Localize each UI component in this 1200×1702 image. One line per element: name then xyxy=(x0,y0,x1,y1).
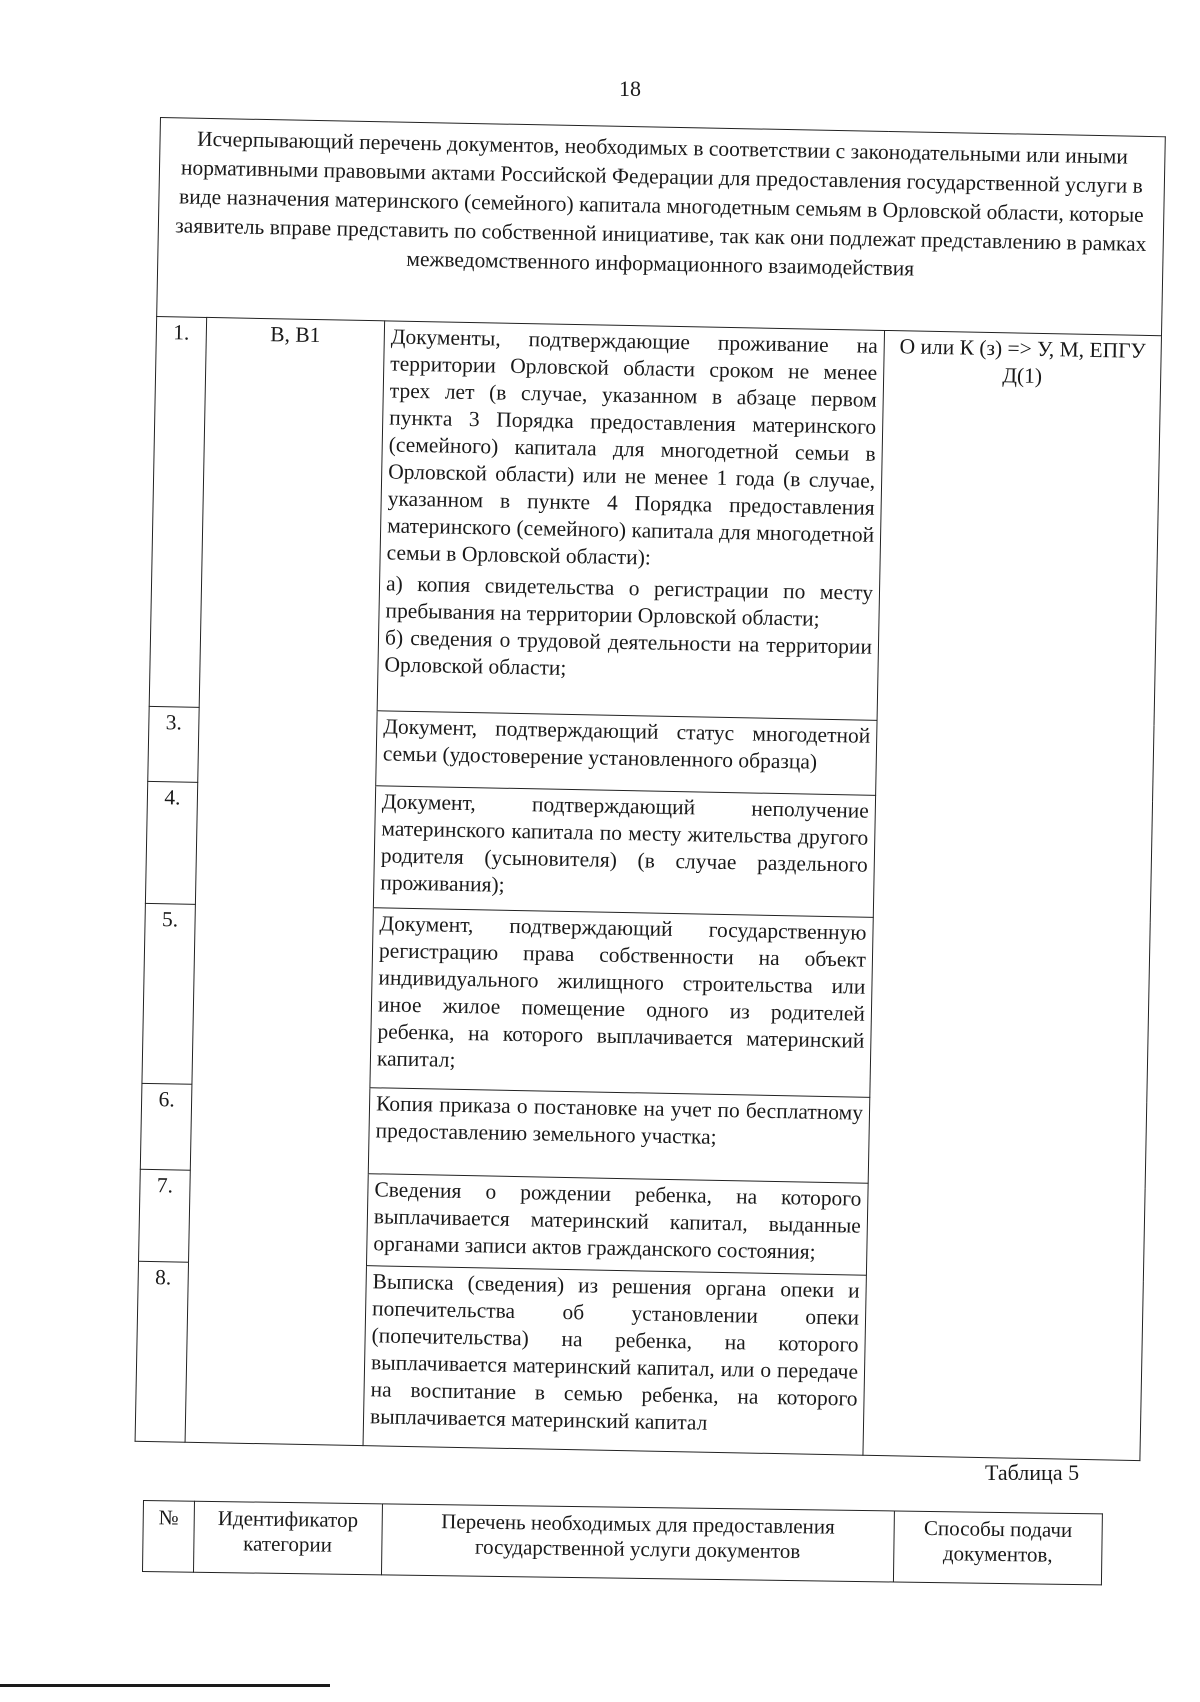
table-row xyxy=(142,903,1150,1102)
document-description: Выписка (сведения) из решения органа опеки и попечительства об установлении опеки (попечительства) на ребенка, на которого выплачивается материнский капитал, или о передаче на воспитание в семью ребенка, на которого выплачивается материнский капитал xyxy=(363,1266,866,1455)
document-description: Копия приказа о постановке на учет по бесплатному предоставлению земельного участка; xyxy=(368,1087,870,1183)
category-cell-empty xyxy=(189,1170,369,1266)
documents-table xyxy=(135,117,1166,1461)
page-number: 18 xyxy=(619,76,641,101)
row-number: 6. xyxy=(140,1083,192,1170)
column-header-documents: Перечень необходимых для предоставления государственной услуги документов xyxy=(381,1504,894,1582)
table-row xyxy=(135,1261,1143,1460)
category-cell-empty xyxy=(195,782,375,907)
table-header: Исчерпывающий перечень документов, необходимых в соответствии с законодательными или иными нормативными правовыми актами Российской Федерации для предоставления государственной услуги в виде назначения материнского (семейного) капитала многодетным семьям в Орловской области, которые заявитель вправе представить по собственной инициативе, так как они подлежат представлению в рамках межведомственного информационного взаимодействия xyxy=(157,118,1166,336)
submission-methods: О или К (з) => У, М, ЕПГУ Д(1) xyxy=(877,331,1161,726)
document-description: Документ, подтверждающий государственную регистрацию права собственности на объект индивидуального жилищного строительства или иное жилое помещение одного из родителей ребенка, на которого выплачивается материнский капитал; xyxy=(370,907,873,1096)
column-header-methods: Способы подачи документов, xyxy=(893,1511,1102,1585)
table-caption: Таблица 5 xyxy=(985,1460,1080,1485)
document-item: а) копия свидетельства о регистрации по месту пребывания на территории Орловской области; xyxy=(385,571,874,631)
category-cell-empty xyxy=(198,707,377,786)
document-description: Документ, подтверждающий статус многодетной семьи (удостоверение установленного образца) xyxy=(376,711,877,796)
category-cell-empty xyxy=(192,904,373,1087)
row-number: 1. xyxy=(149,317,206,708)
row-number: 3. xyxy=(148,706,199,782)
table-row xyxy=(145,782,1152,923)
row-number: 5. xyxy=(142,903,195,1084)
document-description: Документ, подтверждающий неполучение материнского капитала по месту жительства другого родителя (усыновителя) (в случае раздельного проживания); xyxy=(373,786,875,917)
column-header-category: Идентификатор категории xyxy=(193,1501,382,1575)
row-number: 4. xyxy=(145,782,197,905)
row-number: 8. xyxy=(135,1261,188,1442)
category-cell-empty xyxy=(190,1084,370,1174)
methods-cell-empty xyxy=(868,1097,1147,1188)
methods-cell-empty xyxy=(866,1183,1145,1281)
table5-header xyxy=(142,1500,1103,1585)
table-row xyxy=(149,317,1161,726)
methods-cell-empty xyxy=(870,917,1150,1102)
row-number: 7. xyxy=(139,1169,191,1263)
methods-cell-empty xyxy=(863,1275,1143,1460)
category-id: В, В1 xyxy=(199,318,384,711)
document-text: Документы, подтверждающие проживание на территории Орловской области сроком не менее трех лет (в случае, указанном в абзаце первом пункта 3 Порядка предоставления материнского (семейного) капитала для многодетной семьи в Орловской области) или не менее 1 года (в случае, указанном в пункте 4 Порядка предоставления материнского (семейного) капитала для многодетной семьи в Орловской области): xyxy=(386,324,878,570)
scan-edge-rule xyxy=(0,1684,330,1687)
methods-cell-empty xyxy=(873,795,1152,922)
column-header-number: № xyxy=(143,1501,195,1573)
document-description xyxy=(377,321,884,720)
document-description: Сведения о рождении ребенка, на которого выплачивается материнский капитал, выданные органами записи актов гражданского состояния; xyxy=(366,1173,868,1275)
methods-cell-empty xyxy=(876,720,1154,801)
category-cell-empty xyxy=(185,1262,366,1445)
document-item: б) сведения о трудовой деятельности на территории Орловской области; xyxy=(384,625,873,681)
